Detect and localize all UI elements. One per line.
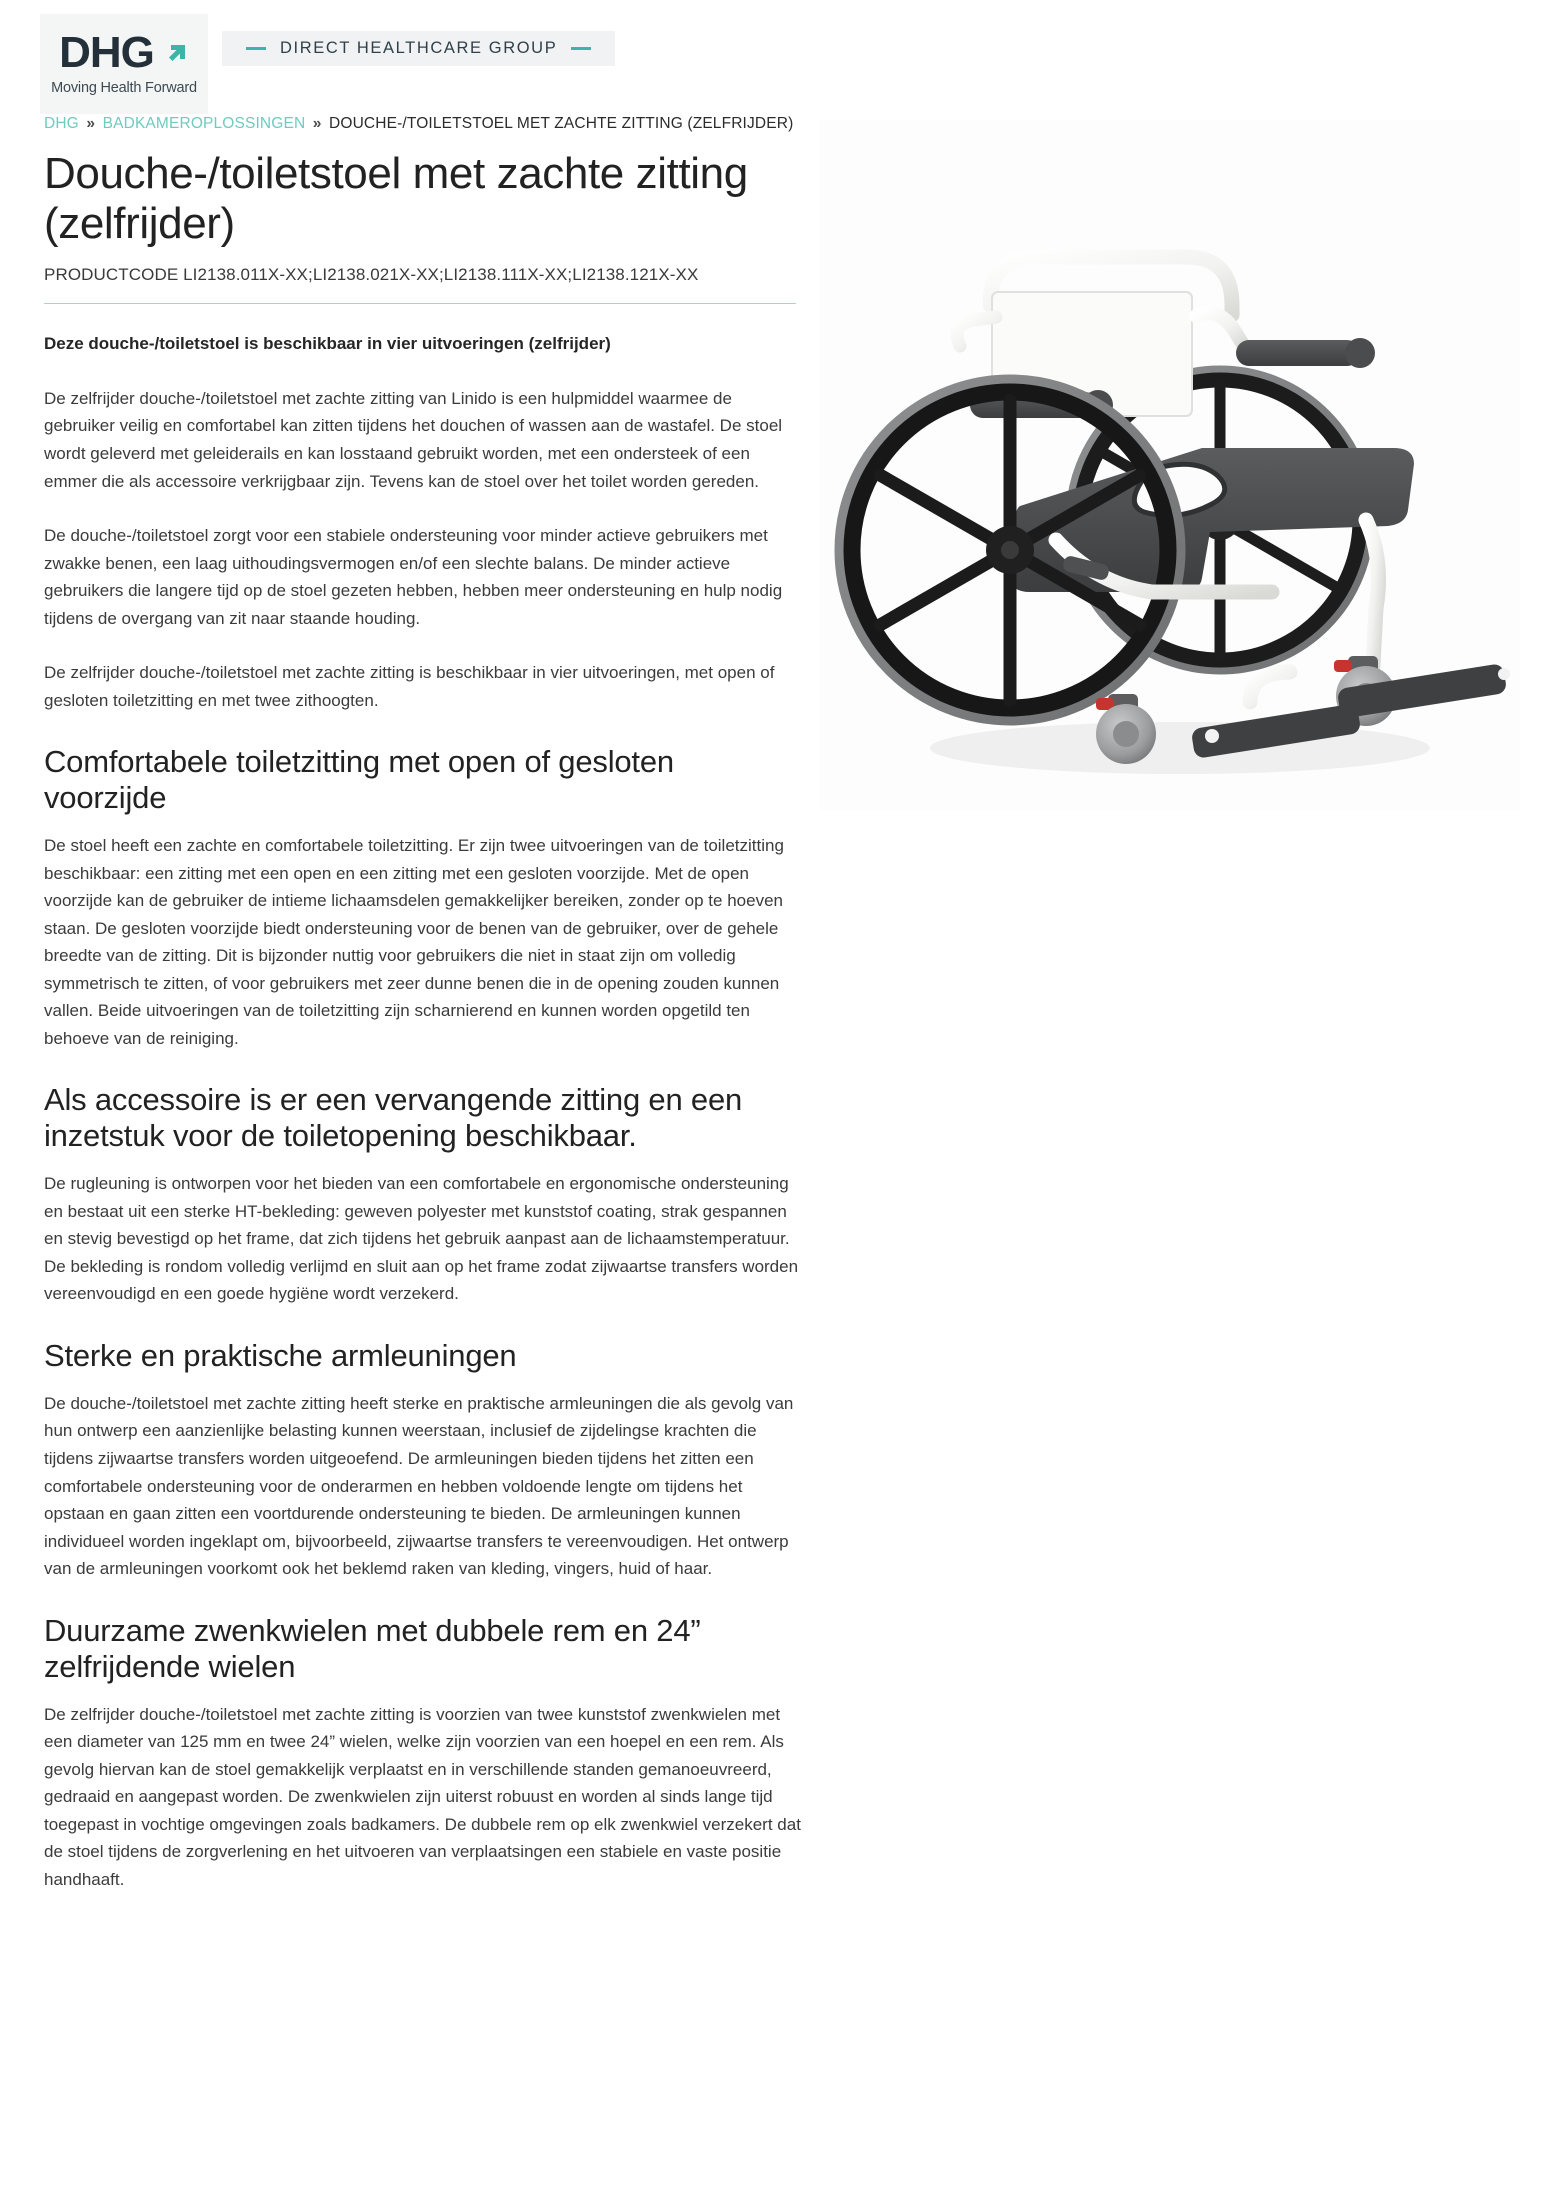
site-header	[0, 0, 1543, 115]
breadcrumb-item-dhg[interactable]: DHG	[44, 115, 79, 132]
product-article	[44, 115, 804, 1920]
dhg-logo[interactable]	[40, 14, 208, 114]
breadcrumb-separator: »	[86, 115, 96, 132]
section-body-accessoire: De rugleuning is ontworpen voor het bieden van een comfortabele en ergonomische ondersteuning en bestaat uit een sterke HT-bekleding: geweven polyester met kunststof coating, strak gespannen en stevig bevestigd op het frame, dat zich tijdens het gebruik aanpast aan de lichaamstemperatuur. De bekleding is rondom volledig verlijmd en sluit aan op het frame zodat zijwaartse transfers worden vereenvoudigd en een goede hygiëne wordt verzekerd.	[44, 1174, 799, 1304]
brand-banner	[222, 31, 615, 66]
title-divider	[44, 303, 796, 304]
breadcrumb-item-current: DOUCHE-/TOILETSTOEL MET ZACHTE ZITTING (ZELFRIJDER)	[329, 115, 794, 132]
section-heading-toiletzitting: Comfortabele toiletzitting met open of gesloten voorzijde	[44, 744, 674, 816]
breadcrumb-separator: »	[312, 115, 322, 132]
intro-paragraph-3: De zelfrijder douche-/toiletstoel met zachte zitting is beschikbaar in vier uitvoeringen, met open of gesloten toiletzitting en met twee zithoogten.	[44, 663, 775, 710]
product-image-panel[interactable]	[820, 120, 1520, 810]
dash-right-icon	[571, 47, 591, 50]
brand-banner-text: DIRECT HEALTHCARE GROUP	[280, 39, 558, 57]
logo-arrow-icon	[151, 33, 189, 73]
intro-paragraph-1: De zelfrijder douche-/toiletstoel met zachte zitting van Linido is een hulpmiddel waarmee de gebruiker veilig en comfortabel kan zitten tijdens het douchen of wassen aan de wastafel. De stoel wordt geleverd met geleiderails en kan losstaand gebruikt worden, met een ondersteek of een emmer die als accessoire verkrijgbaar zijn. Tevens kan de stoel over het toilet worden gereden.	[44, 388, 783, 491]
intro-paragraph-2: De douche-/toiletstoel zorgt voor een stabiele ondersteuning voor minder actieve gebruikers met zwakke benen, een laag uithoudingsvermogen en/of een slechte balans. De minder actieve gebruikers die langere tijd op de stoel gezeten hebben, hebben meer ondersteuning en hulp nodig tijdens de overgang van zit naar staande houding.	[44, 526, 783, 628]
logo-dhg-text: DHG	[59, 27, 154, 77]
product-code: PRODUCTCODE LI2138.011X-XX;LI2138.021X-XX;LI2138.111X-XX;LI2138.121X-XX	[44, 265, 699, 285]
section-body-toiletzitting: De stoel heeft een zachte en comfortabele toiletzitting. Er zijn twee uitvoeringen van de toiletzitting beschikbaar: een zitting met een open en een zitting met een gesloten voorzijde. Met de open voorzijde kan de gebruiker de intieme lichaamsdelen gemakkelijker bereiken, zonder op te hoeven staan. De gesloten voorzijde biedt ondersteuning voor de benen van de gebruiker, over de gehele breedte van de zitting. Dit is bijzonder nuttig voor gebruikers die niet in staat zijn om volledig symmetrisch te zitten, of voor gebruikers met zeer dunne benen die in de opening zouden kunnen vallen. Beide uitvoeringen van de toiletzitting zijn scharnierend en kunnen worden opgetild ten behoeve van de reiniging.	[44, 836, 784, 1048]
dash-left-icon	[246, 47, 266, 50]
section-body-zwenkwielen: De zelfrijder douche-/toiletstoel met zachte zitting is voorzien van twee kunststof zwenkwielen met een diameter van 125 mm en twee 24” wielen, welke zijn voorzien van een hoepel en een rem. Als gevolg hiervan kan de stoel gemakkelijk verplaatst en in verschillende standen gemanoeuvreerd, gedraaid en aangepast worden. De zwenkwielen zijn uiterst robuust en worden al sinds lange tijd toegepast in vochtige omgevingen zoals badkamers. De dubbele rem op elk zwenkwiel verzekert dat de stoel tijdens de zorgverlening en het uitvoeren van verplaatsingen een stabiele en vaste positie handhaaft.	[44, 1704, 801, 1889]
logo-wordmark	[59, 27, 189, 77]
section-heading-zwenkwielen: Duurzame zwenkwielen met dubbele rem en 24” zelfrijdende wielen	[44, 1612, 701, 1684]
breadcrumb-item-badkameroplossingen[interactable]: BADKAMEROPLOSSINGEN	[102, 115, 306, 132]
intro-lead: Deze douche-/toiletstoel is beschikbaar in vier uitvoeringen (zelfrijder)	[44, 334, 611, 354]
section-body-armleuningen: De douche-/toiletstoel met zachte zitting heeft sterke en praktische armleuningen die als gevolg van hun ontwerp een aanzienlijke belasting kunnen weerstaan, inclusief de zijdelingse krachten die tijdens zijwaartse transfers worden uitgeoefend. De armleuningen bieden tijdens het zitten een comfortabele ondersteuning voor de onderarmen en hebben voldoende lengte om tijdens het opstaan en gaan zitten een voortdurende ondersteuning te bieden. De armleuningen kunnen individueel worden ingeklapt om, bijvoorbeeld, zijwaartse transfers te vereenvoudigen. Het ontwerp van de armleuningen voorkomt ook het beklemd raken van kleding, vingers, huid of haar.	[44, 1393, 794, 1579]
page-title: Douche-/toiletstoel met zachte zitting (zelfrijder)	[44, 149, 748, 249]
product-photo	[820, 120, 1520, 810]
section-heading-armleuningen: Sterke en praktische armleuningen	[44, 1337, 517, 1373]
section-heading-accessoire: Als accessoire is er een vervangende zitting en een inzetstuk voor de toiletopening beschikbaar.	[44, 1082, 743, 1154]
breadcrumb	[44, 115, 804, 133]
logo-tagline: Moving Health Forward	[51, 79, 197, 96]
